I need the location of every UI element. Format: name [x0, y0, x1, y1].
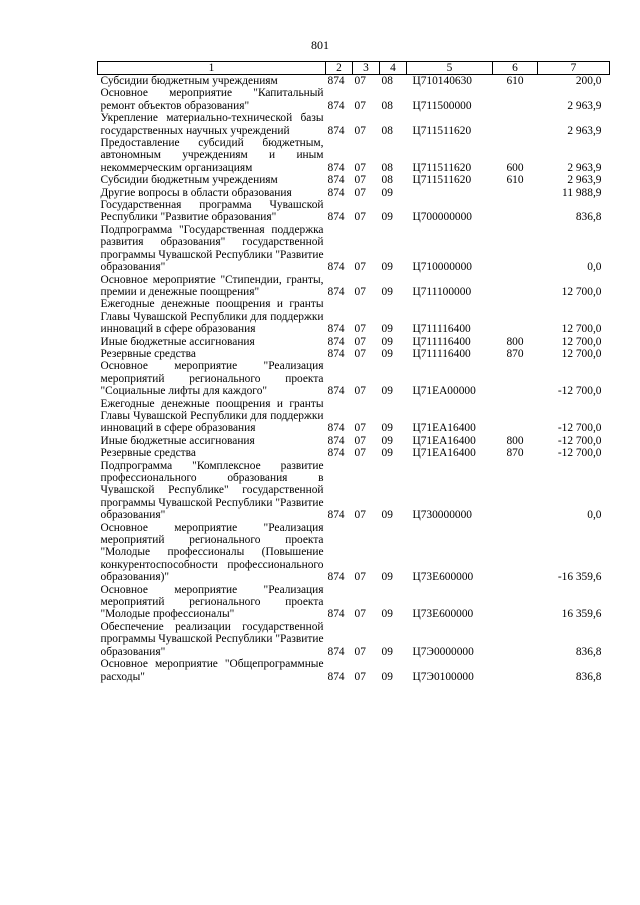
row-amount: 0,0 — [587, 509, 602, 522]
table-row — [98, 336, 610, 348]
row-name: Основное мероприятие "Капитальный ремонт объектов образования" — [100, 87, 324, 112]
row-target-article: Ц73Е600000 — [412, 608, 474, 621]
row-name: Резервные средства — [100, 447, 196, 460]
row-expense-type — [493, 187, 538, 199]
row-subsection: 09 — [381, 347, 393, 360]
row-subsection: 09 — [381, 261, 393, 274]
table-row — [98, 112, 610, 137]
row-subsection: 08 — [381, 75, 393, 87]
row-section: 07 — [354, 571, 366, 584]
row-ministry-code: 874 — [327, 670, 345, 683]
row-ministry-code: 874 — [327, 261, 345, 274]
table-row — [98, 460, 610, 522]
row-section: 07 — [354, 645, 366, 658]
row-name: Основное мероприятие "Стипендии, гранты, премии и денежные поощрения" — [100, 273, 324, 298]
row-section: 07 — [354, 186, 366, 199]
row-amount: 836,8 — [575, 645, 602, 658]
row-expense-type: 600 — [506, 161, 524, 174]
row-subsection: 09 — [381, 447, 393, 460]
row-ministry-code: 874 — [327, 174, 345, 187]
table-row — [98, 584, 610, 621]
row-subsection: 08 — [381, 124, 393, 137]
row-expense-type — [493, 360, 538, 397]
row-target-article: Ц71ЕА16400 — [412, 447, 476, 460]
row-name: Основное мероприятие "Реализация мероприятий регионального проекта "Молодые профессионалы (Повышение конкурентоспособности профессионального образования)" — [100, 521, 324, 584]
column-header: 7 — [538, 62, 610, 75]
table-row — [98, 360, 610, 397]
row-name: Субсидии бюджетным учреждениям — [100, 174, 278, 187]
row-subsection: 09 — [381, 335, 393, 348]
row-name: Ежегодные денежные поощрения и гранты Главы Чувашской Республики для поддержки инноваций в сфере образования — [100, 298, 324, 336]
row-expense-type — [493, 298, 538, 335]
table-row — [98, 298, 610, 335]
row-expense-type: 870 — [506, 347, 524, 360]
budget-table — [97, 61, 610, 683]
row-section: 07 — [354, 385, 366, 398]
table-body — [98, 75, 610, 683]
row-target-article — [407, 187, 493, 199]
row-target-article: Ц711116400 — [412, 335, 471, 348]
row-subsection: 09 — [381, 186, 393, 199]
row-name: Субсидии бюджетным учреждениям — [100, 75, 278, 87]
row-target-article: Ц711100000 — [412, 285, 472, 298]
row-expense-type: 610 — [506, 75, 524, 87]
row-expense-type — [493, 621, 538, 658]
row-name: Подпрограмма "Государственная поддержка развития образования" государственной программы Чувашской Республики "Развитие образования" — [100, 223, 324, 274]
row-expense-type — [493, 112, 538, 137]
row-ministry-code: 874 — [327, 385, 345, 398]
row-subsection: 09 — [381, 645, 393, 658]
row-section: 07 — [354, 434, 366, 447]
row-target-article: Ц700000000 — [412, 211, 472, 224]
row-section: 07 — [354, 323, 366, 336]
row-section: 07 — [354, 422, 366, 435]
column-header: 4 — [380, 62, 407, 75]
row-target-article: Ц7Э0100000 — [412, 670, 474, 683]
row-subsection: 09 — [381, 385, 393, 398]
table-row — [98, 398, 610, 435]
row-name: Государственная программа Чувашской Республики "Развитие образования" — [100, 199, 324, 224]
row-subsection: 09 — [381, 571, 393, 584]
row-amount: 12 700,0 — [561, 285, 602, 298]
row-subsection: 09 — [381, 509, 393, 522]
row-ministry-code: 874 — [327, 124, 345, 137]
row-target-article: Ц710140630 — [412, 75, 472, 87]
row-expense-type: 800 — [506, 335, 524, 348]
row-expense-type — [493, 224, 538, 274]
row-ministry-code: 874 — [327, 645, 345, 658]
table-row — [98, 75, 610, 88]
table-row — [98, 274, 610, 299]
row-ministry-code: 874 — [327, 161, 345, 174]
row-target-article: Ц711116400 — [412, 347, 471, 360]
row-section: 07 — [354, 261, 366, 274]
table-row — [98, 224, 610, 274]
row-ministry-code: 874 — [327, 99, 345, 112]
row-expense-type — [493, 274, 538, 299]
row-expense-type — [493, 87, 538, 112]
column-header: 6 — [493, 62, 538, 75]
row-amount: 12 700,0 — [561, 335, 602, 348]
table-row — [98, 348, 610, 360]
table-row — [98, 174, 610, 186]
row-subsection: 08 — [381, 99, 393, 112]
row-section: 07 — [354, 161, 366, 174]
row-amount: 2 963,9 — [567, 161, 602, 174]
row-name: Предоставление субсидий бюджетным, автономным учреждениям и иным некоммерческим организациям — [100, 137, 324, 174]
row-section: 07 — [354, 285, 366, 298]
column-header: 2 — [326, 62, 353, 75]
row-subsection: 09 — [381, 211, 393, 224]
row-name: Укрепление материально-технической базы государственных научных учреждений — [100, 112, 324, 137]
row-section: 07 — [354, 99, 366, 112]
row-target-article: Ц711116400 — [412, 323, 471, 336]
column-header: 5 — [407, 62, 493, 75]
row-section: 07 — [354, 347, 366, 360]
row-amount: -12 700,0 — [557, 422, 602, 435]
row-ministry-code: 874 — [327, 571, 345, 584]
row-name: Обеспечение реализации государственной программы Чувашской Республики "Развитие образования" — [100, 620, 324, 658]
table-row — [98, 137, 610, 174]
row-expense-type — [493, 199, 538, 224]
table-row — [98, 435, 610, 447]
row-ministry-code: 874 — [327, 509, 345, 522]
row-amount: -12 700,0 — [557, 385, 602, 398]
row-amount: 2 963,9 — [567, 99, 602, 112]
row-expense-type — [493, 658, 538, 683]
row-name: Резервные средства — [100, 347, 196, 360]
table-row — [98, 447, 610, 459]
row-target-article: Ц71ЕА00000 — [412, 385, 476, 398]
row-ministry-code: 874 — [327, 447, 345, 460]
row-target-article: Ц710000000 — [412, 261, 472, 274]
row-target-article: Ц711500000 — [412, 99, 472, 112]
row-amount: 0,0 — [587, 261, 602, 274]
row-expense-type: 800 — [506, 434, 524, 447]
row-expense-type — [493, 398, 538, 435]
row-section: 07 — [354, 174, 366, 187]
row-amount: 12 700,0 — [561, 347, 602, 360]
page-number: 801 — [311, 38, 329, 52]
row-target-article: Ц71ЕА16400 — [412, 422, 476, 435]
row-amount: 16 359,6 — [561, 608, 602, 621]
row-target-article: Ц73Е600000 — [412, 571, 474, 584]
row-subsection: 09 — [381, 434, 393, 447]
row-name: Основное мероприятие "Общепрограммные расходы" — [100, 658, 324, 683]
row-subsection: 09 — [381, 670, 393, 683]
table-row — [98, 621, 610, 658]
row-subsection: 08 — [381, 174, 393, 187]
row-subsection: 08 — [381, 161, 393, 174]
row-ministry-code: 874 — [327, 422, 345, 435]
row-amount: 2 963,9 — [567, 124, 602, 137]
row-expense-type — [493, 584, 538, 621]
row-target-article: Ц730000000 — [412, 509, 472, 522]
row-expense-type — [493, 522, 538, 584]
row-section: 07 — [354, 211, 366, 224]
row-expense-type: 870 — [506, 447, 524, 460]
row-ministry-code: 874 — [327, 75, 345, 87]
row-expense-type: 610 — [506, 174, 524, 187]
row-section: 07 — [354, 670, 366, 683]
row-target-article: Ц711511620 — [412, 174, 472, 187]
row-amount: 836,8 — [575, 670, 602, 683]
row-subsection: 09 — [381, 285, 393, 298]
row-ministry-code: 874 — [327, 186, 345, 199]
row-ministry-code: 874 — [327, 211, 345, 224]
table-header-row — [98, 62, 610, 75]
row-amount: 200,0 — [575, 75, 602, 87]
table-row — [98, 199, 610, 224]
row-ministry-code: 874 — [327, 323, 345, 336]
column-header: 1 — [98, 62, 326, 75]
row-ministry-code: 874 — [327, 335, 345, 348]
row-expense-type — [493, 460, 538, 522]
row-target-article: Ц711511620 — [412, 124, 472, 137]
row-amount: -12 700,0 — [557, 434, 602, 447]
row-subsection: 09 — [381, 422, 393, 435]
row-name: Другие вопросы в области образования — [100, 186, 292, 199]
row-target-article: Ц711511620 — [412, 161, 472, 174]
row-amount: 2 963,9 — [567, 174, 602, 187]
row-ministry-code: 874 — [327, 285, 345, 298]
row-target-article: Ц71ЕА16400 — [412, 434, 476, 447]
row-section: 07 — [354, 124, 366, 137]
row-subsection: 09 — [381, 323, 393, 336]
row-ministry-code: 874 — [327, 608, 345, 621]
row-name: Ежегодные денежные поощрения и гранты Главы Чувашской Республики для поддержки инноваций в сфере образования — [100, 397, 324, 435]
row-target-article: Ц7Э0000000 — [412, 645, 474, 658]
table-row — [98, 522, 610, 584]
row-amount: 836,8 — [575, 211, 602, 224]
row-name: Основное мероприятие "Реализация мероприятий регионального проекта "Социальные лифты для каждого" — [100, 360, 324, 398]
row-amount: -12 700,0 — [557, 447, 602, 460]
row-amount: 11 988,9 — [562, 186, 602, 199]
row-subsection: 09 — [381, 608, 393, 621]
column-header: 3 — [353, 62, 380, 75]
row-section: 07 — [354, 447, 366, 460]
row-name: Основное мероприятие "Реализация мероприятий регионального проекта "Молодые профессионалы" — [100, 583, 324, 621]
row-amount: 12 700,0 — [561, 323, 602, 336]
row-name: Подпрограмма "Комплексное развитие профессионального образования в Чувашской Республике" государственной программы Чувашской Республики "Развитие образования" — [100, 459, 324, 522]
table-row — [98, 187, 610, 199]
row-section: 07 — [354, 335, 366, 348]
row-section: 07 — [354, 75, 366, 87]
row-amount: -16 359,6 — [557, 571, 602, 584]
row-name: Иные бюджетные ассигнования — [100, 434, 255, 447]
row-ministry-code: 874 — [327, 347, 345, 360]
row-ministry-code: 874 — [327, 434, 345, 447]
table-row — [98, 658, 610, 683]
row-section: 07 — [354, 509, 366, 522]
table-row — [98, 87, 610, 112]
row-name: Иные бюджетные ассигнования — [100, 335, 255, 348]
row-section: 07 — [354, 608, 366, 621]
